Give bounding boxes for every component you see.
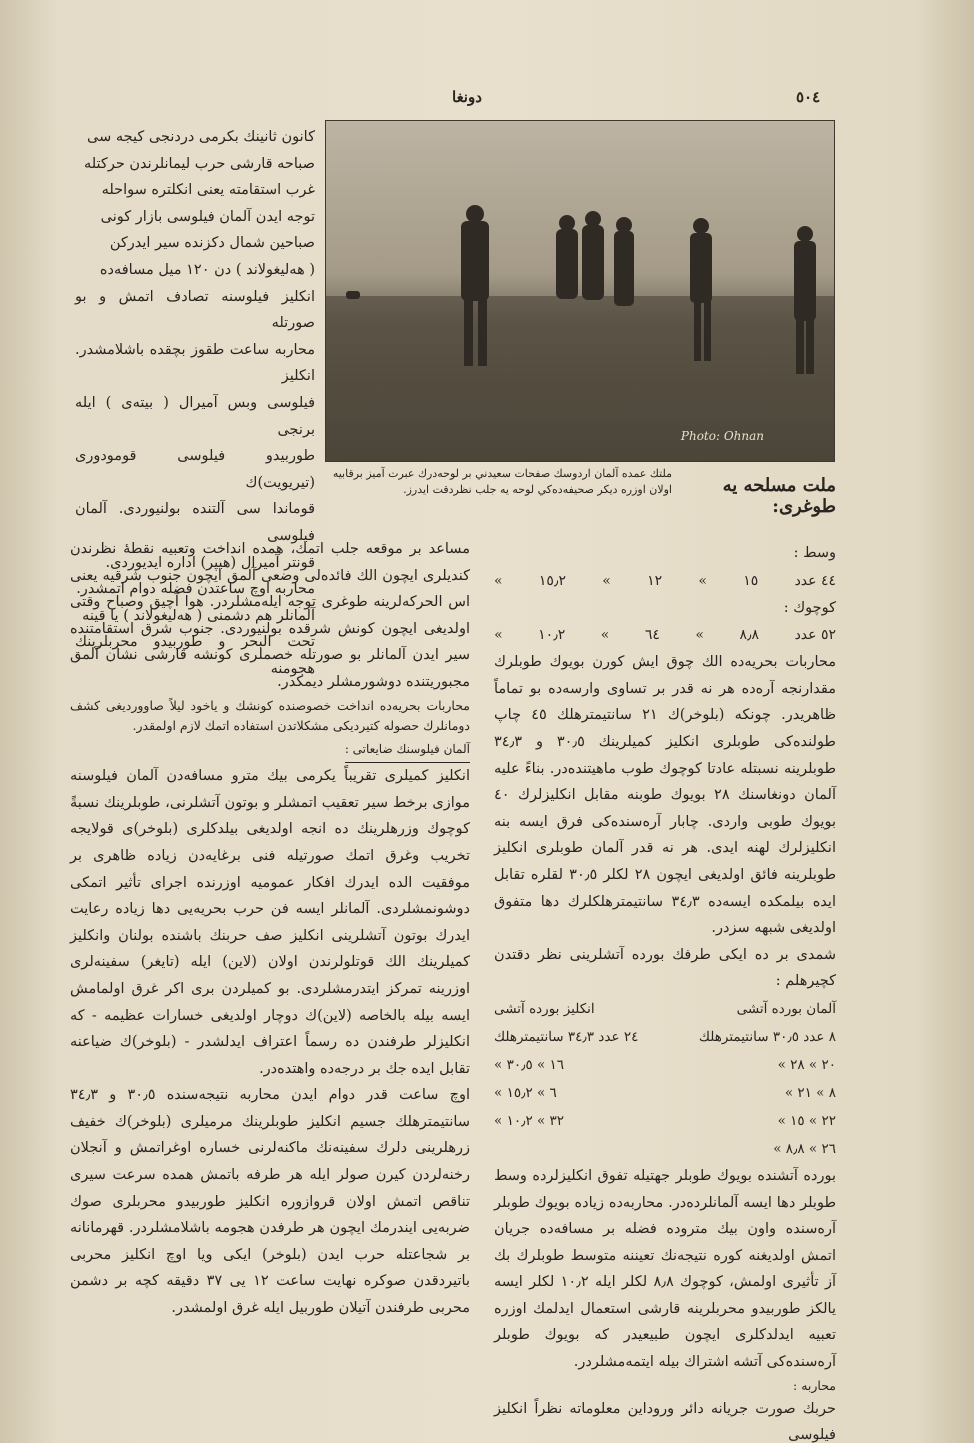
table-cell: ٨ عدد ٣٠٫٥ سانتيمترهلك [698, 1028, 836, 1045]
table-cell: ٢٤ عدد ٣٤٫٣ سانتيمترهلك [494, 1028, 639, 1045]
table-row [494, 1079, 836, 1107]
footnote: محاربات بحريه‌ده انداخت خصوصنده كونشك و ياخود ليلاً صاوورديغى كشف دومانلرك حصوله كتيرديكى مشكلاتدن استفاده اتمك لازم اولمقدر. [70, 697, 470, 733]
paragraph: حربك صورت جريانه دائر وروداين معلوماته نظراً انكليز فيلوسى [494, 1400, 836, 1443]
text-line: کانون ثانينك بكرمى دردنجى كيجه سى [87, 129, 315, 145]
text-line: فيلوسى وبس آميرال ( بيته‌ى ) ايله برنجى [75, 394, 315, 438]
cell: » [494, 572, 503, 589]
cell: » [602, 572, 611, 589]
table-header: آلمان بورده آتشى [736, 1000, 836, 1017]
table-intro: شمدى بر ده ايكى طرفك بورده آتشلرينى نظر دقتدن كچيرهلم : [494, 946, 836, 990]
table-row [494, 1051, 836, 1079]
table-row [494, 1107, 836, 1135]
cell: » [695, 627, 704, 644]
table-cell: ٢٠ » ٢٨ » [777, 1056, 836, 1073]
cell: ١٥ [743, 572, 759, 589]
caption-title: ملت مسلحه یه طوغری: [722, 475, 836, 517]
text-line: انكليز فيلوسنه تصادف اتمش و بو صورتله [75, 288, 315, 332]
text-line: محاربه ساعت طقوز بچقده باشلامشدر. انكليز [75, 341, 315, 385]
label-medium: وسط : [793, 545, 836, 561]
text-line: طوربيدو فيلوسى قومودورى (تيريويت)ك [75, 448, 315, 491]
cell: » [698, 572, 707, 589]
paragraph: اوچ ساعت قدر دوام ايدن محاربه نتيجه‌سنده ٣٠٫٥ و ٣٤٫٣ سانتيمترهلك جسيم انكليز طوبلرينك مرميلرى (بلوخر)ك خفيف زرهلرينى دلرك سفينه‌نك ماكنه‌لرنى خساره اوغراتمش و آنجلان رخنه‌لردن كيرن صولر ايله هر طرفه باتمش همده سرعت سيرى تناقص اتمش اولان قروازوره انكليز طوربيدو محربلرى صوك ضربه‌يى ايندرمك ايچون هر طرفدن هجومه باشلامشلردر. قهرمانانه بر شجاعتله حرب ايدن (بلوخر) ايكى ويا اوچ انكليز محربى باتيردقدن صوكره نهايت ساعت ١٢ يى ٣٧ دقيقه كچه بر دشمن محربى طرفندن آتيلان طوربيل ايله غرق اولمشدر. [70, 1087, 471, 1317]
table-cell: ٢٢ » ١٥ » [777, 1112, 836, 1129]
text-line: محاربه اوچ ساعتدن فضله دوام اتمشدر. [76, 581, 315, 598]
paragraph: محاربات بحريه‌ده الك چوق ايش كورن بويوك طوبلرك مقدارنجه آره‌ده هر نه قدر بر تساوى وارسه‌ده بو تماماً ظاهريدر. چونكه (بلوخر)ك ٢١ سانتيمترهلك ٤٥ چاپ طولنده‌كى طوبلرى انكليز كميلرينك ٣٠٫٥ و ٣٤٫٣ طوبلرينه نسبتله عادتا كوچوك طوب ماهيتنده‌در. بناءً عليه آلمان دونغاسنك ٢٨ بويوك طوبنه مقابل انكليزلرك ٤٠ بويوك طوبى واردى. چابار آره‌سنده‌كى فرق ايسه بنه انكليزلرك لهنه ايدى. هر نه قدر آلمان طوبلرى انكليز طوبلرينه فائق اولديغى ايچون ٢٨ لكلر ٣٠٫٥ لقلره تقابل ايده بيلمكده ايسه‌ده ٣٤٫٣ سانتيمترهلكلرك دها متفوق اولديغى شبهه سزدر. [494, 654, 836, 937]
table-cell: ٣٢ » ١٠٫٢ » [494, 1112, 565, 1129]
cell: ١٥٫٢ [538, 572, 566, 589]
row-small [494, 621, 836, 649]
text-line: توجه ايدن آلمان فيلوسى بازار كونى [100, 208, 315, 225]
cell: » [600, 627, 610, 644]
cell: ٥٢ عدد [794, 627, 836, 644]
cell: ١٢ [647, 572, 663, 589]
table-cell: ٨ » ٢١ » [784, 1084, 836, 1101]
table-cell: ٢٦ » ٨٫٨ » [773, 1140, 836, 1157]
text-line: صباحه قارشى حرب ليمانلرندن حركتله [83, 155, 315, 172]
page-number: ٥٠٤ [796, 88, 821, 106]
text-line: ( هه‌ليغولاند ) دن ١٢٠ ميل مسافه‌ده [99, 261, 315, 278]
label-small: كوچوك : [783, 599, 836, 616]
text-line: آلمانلر هم دشمنى ( هه‌ليغولاند ) يا قينه [82, 607, 315, 624]
war-photograph [325, 120, 835, 462]
cell: ٤٤ عدد [794, 572, 836, 589]
text-line: قوماندا سى آلتنده بولنيوردى. آلمان فيلوسى [75, 501, 315, 544]
cell: » [494, 627, 503, 644]
table-header: انكليز بورده آتشى [494, 1000, 595, 1017]
table-row [494, 1135, 836, 1163]
table-cell: ١٦ » ٣٠٫٥ » [494, 1056, 565, 1073]
text-line: تحت البحر و طوربيدو محربلرينك هجومنه [75, 634, 315, 677]
paragraph: بورده آتشنده بويوك طوبلر جهتيله تفوق انكليزلرده وسط طوبلر دها ايسه آلمانلرده‌در. محاربه‌ده زياده بويوك طوبلر آره‌سنده واون بيك متروده فضله بر مسافه‌ده جريان اتمش اولديغنه كوره نتيجه‌نك تعيننه متوسط طوبلرك بك آز تأثيرى اولمش، كوچوك ٨٫٨ لكلر ايله ١٠٫٢ لكلر ايسه يالكز طوربيدو محربلرينه قارشى استعمال ايدلمك اوزره تعبيه ايدلدكلرى ايچون طبيعيدر كه بويوك طوبلر آره‌سنده‌كى آتشه اشتراك بيله ايتمه‌مشلردر. [494, 1167, 836, 1371]
text-line: غرب استقامته يعنى انكلتره سواحله [101, 182, 315, 199]
running-title: دونغا [452, 88, 482, 106]
cell: ٨٫٨ [739, 627, 760, 644]
cell: ٦٤ [644, 627, 660, 644]
row-medium [494, 567, 836, 595]
table-header-row [494, 995, 836, 1023]
caption-text: ملتك عمده آلمان اردوسك صفحات سعيدني بر لوحه‌درك عبرت آميز برقابيه اولان اوزره ديكر صحيفه‌ده‌كي لوحه يه جلب نظردقت ايدرز. [332, 467, 672, 496]
table-row [494, 1023, 836, 1051]
soldiers-figures [326, 121, 834, 461]
section-heading: آلمان فيلوسنك ضايعاتى : [345, 736, 470, 764]
text-line: صباحين شمال دكزنده سير ايدركن [109, 235, 315, 252]
paragraph: مساعد بر موقعه جلب اتمك، همده انداخت وتعبيه نقطهٔ نظرندن كنديلرى ايچون الك فائده‌لى وضعى آلمق ايچون جنوب شرقيه يعنى اس الحركه‌لرينه طوغرى توجه ايله‌مشلردر. هوا آچيق وصباح وقتى اولديغى ايچون كونش شرقده بولنيوردى. جنوب شرق استقامتنده سير ايدن آلمانلر بو صورتله خصملرى كونشه قارشى نشان آلمق مجبوريتنده دوشورمشلر ديمكدر. [70, 541, 470, 690]
table-cell: ٦ » ١٥٫٢ » [494, 1084, 557, 1101]
footer-label: محاربه : [793, 1377, 836, 1393]
photo-signature: Photo: Ohnan [680, 429, 764, 443]
cell: ١٠٫٢ [538, 627, 566, 644]
right-column [494, 540, 836, 1443]
paragraph: انكليز كميلرى تقريباً يكرمى بيك مترو مسافه‌دن آلمان فيلوسنه موازى برخط سير تعقيب اتمشلر و بوتون آتشلرنى، طوبلرينك نسبةً كوچوك وزرهلرينك ده انجه اولديغى بيلدكلرى (بلوخر)ى قولايجه تخريب وغرق اتمك صورتيله فنى برغايه‌دن زياده ظاهرى بر موفقيت الده ايدرك افكار عموميه اوزرنده اجراى تأثير اتمكى دوشونمشلردى. آلمانلر ايسه فن حرب بحريه‌يى دها زياده رعايت ايدرك بوتون آتشلرينى انكليز صف حربنك باشنده بولنان وانكليز كميلرينك الك قوتلولرندن اولان (لاين) ايله (تايغر) سفينه‌لرى اوزرينه تمركز ايتدرمشلردى. بو كميلردن برى اكر غرق اولمامش ايسه بيله بالخاصه (لاين)ك دوچار اولديغى خسارات عظيمه - كه انكليزلر طرفندن ده رسماً اعتراف ايدلشدر - (بلوخر)ك ضياعنه تقابل ايده جك بر درجه‌ده واهتده‌در. [70, 768, 470, 1077]
text-line: قونتر آميرال (هيپر) اداره ايديوردى. [105, 554, 315, 571]
left-column [70, 536, 470, 1322]
